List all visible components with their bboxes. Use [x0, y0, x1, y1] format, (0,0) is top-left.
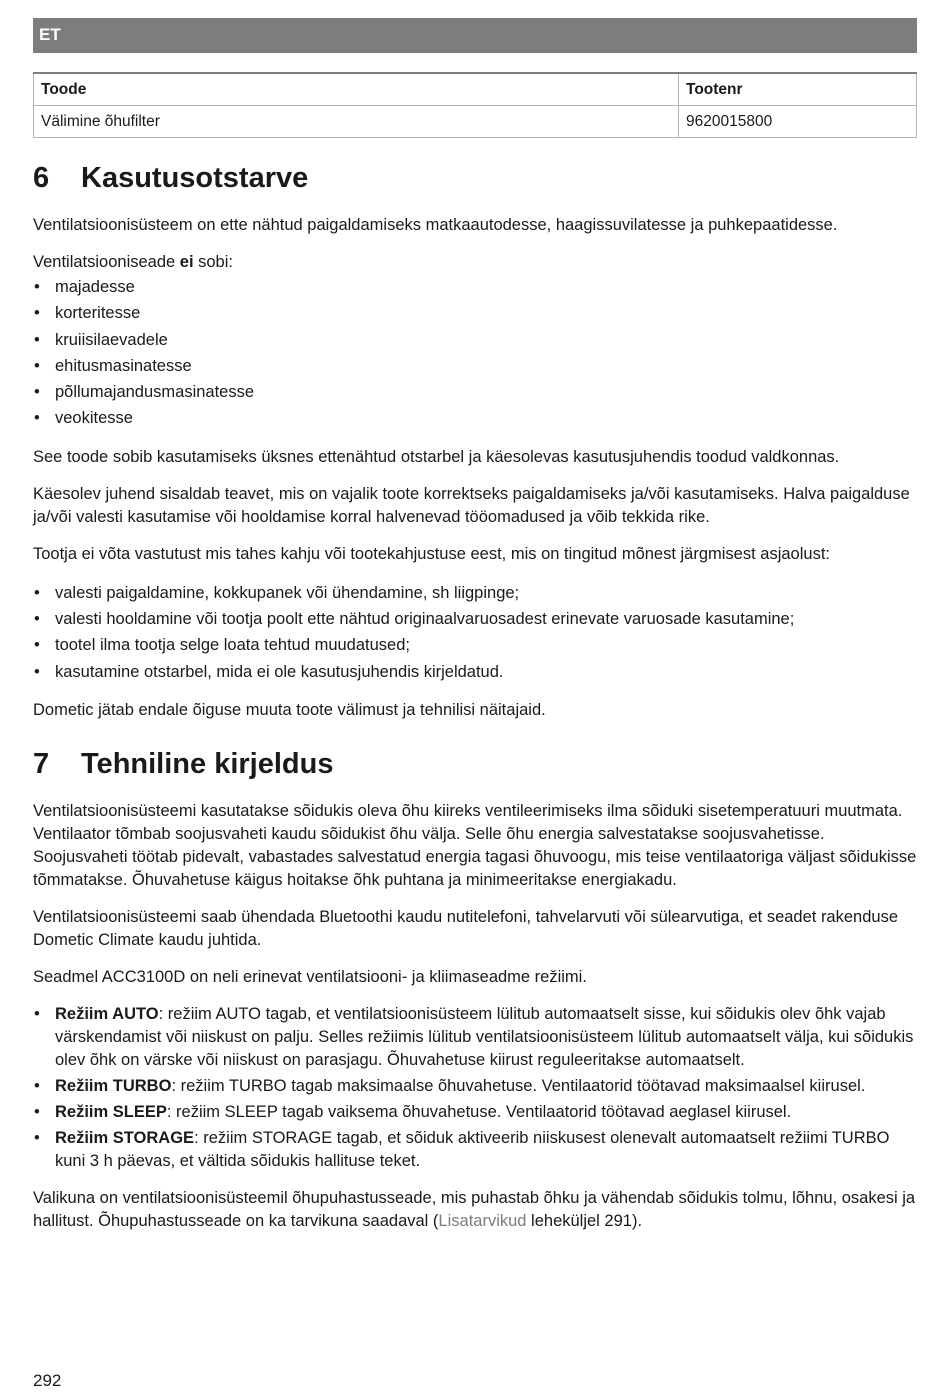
- text-run: leheküljel 291).: [526, 1211, 643, 1230]
- paragraph: Dometic jätab endale õiguse muuta toote välimust ja tehnilisi näitajaid.: [33, 700, 546, 719]
- section-title: Kasutusotstarve: [81, 162, 309, 194]
- section-title: Tehniline kirjeldus: [81, 747, 334, 780]
- paragraph: Ventilatsioonisüsteem on ette nähtud paigaldamiseks matkaautodesse, haagissuvilatesse ja puhkepaatidesse.: [33, 216, 838, 234]
- table-cell-product: Välimine õhufilter: [34, 106, 679, 138]
- mode-description: : režiim AUTO tagab, et ventilatsioonisüsteem lülitub automaatselt sisse, kui sõidukis olev õhk vajab värskendamist või niiskust on palju. Selles režiimis lülitub ventilatsioonisüsteem lülitub automaatselt välja, kui sõidukis olev õhk on värske või niiskust on parasjagu. Õhuvahetuse kiirust reguleeritakse automaatselt.: [55, 1004, 914, 1069]
- mode-name: Režiim TURBO: [55, 1076, 172, 1095]
- paragraph: Käesolev juhend sisaldab teavet, mis on vajalik toote korrektseks paigaldamiseks ja/või kasutamiseks. Halva paigalduse ja/või valesti kasutamise või hooldamise korral halvenevad tööomadused ja võib tekkida rike.: [33, 484, 910, 526]
- section-number: 7: [33, 747, 50, 780]
- table-row: [34, 106, 917, 138]
- list-item: • korteritesse: [33, 300, 923, 326]
- paragraph: [33, 1187, 923, 1233]
- mode-name: Režiim STORAGE: [55, 1128, 195, 1147]
- paragraph: [33, 251, 923, 274]
- document-body: [33, 158, 923, 1233]
- paragraph: Ventilatsioonisüsteemi kasutatakse sõidukis oleva õhu kiireks ventileerimiseks ilma sõiduki sisetemperatuuri muutmata. Ventilaator tõmbab soojusvaheti kaudu sõidukist õhu välja. Selle õhu energia salvestatakse soojusvahetisse. Soojusvaheti töötab pidevalt, vabastades salvestatud energia tagasi õhuvoogu, mis teise ventilaatoriga väljast sõidukisse tõmmatakse. Õhuvahetuse käigus hoitakse õhk puhtana ja minimeeritakse energiakadu.: [33, 801, 917, 889]
- modes-list: [33, 1003, 923, 1173]
- unsuitable-list: [33, 274, 923, 432]
- mode-description: : režiim STORAGE tagab, et sõiduk aktiveerib niiskusest olenevalt automaatselt režiimi TURBO kuni 3 h päevas, et vältida sõidukis hallituse teket.: [55, 1128, 890, 1170]
- list-item: • kruiisilaevadele: [33, 327, 923, 353]
- language-header-bar: [33, 18, 917, 53]
- list-item: • valesti paigaldamine, kokkupanek või ühendamine, sh liigpinge;: [33, 580, 923, 606]
- section-6-heading: [33, 158, 923, 198]
- column-header-product-number: Tootenr: [679, 73, 917, 106]
- list-item: • põllumajandusmasinatesse: [33, 379, 923, 405]
- list-item: • majadesse: [33, 274, 923, 300]
- table-cell-product-number: 9620015800: [679, 106, 917, 138]
- list-item: • veokitesse: [33, 405, 923, 431]
- language-code: ET: [39, 25, 61, 44]
- bold-keyword: ei: [179, 253, 194, 271]
- mode-description: : režiim SLEEP tagab vaiksema õhuvahetuse. Ventilaatorid töötavad aeglasel kiirusel.: [166, 1102, 792, 1121]
- text-run: sobi:: [193, 253, 233, 271]
- list-item: [33, 1075, 923, 1098]
- product-table: [33, 72, 917, 138]
- paragraph: Ventilatsioonisüsteemi saab ühendada Bluetoothi kaudu nutitelefoni, tahvelarvuti või sülearvutiga, et seadet rakenduse Dometic Climate kaudu juhtida.: [33, 907, 898, 949]
- paragraph: See toode sobib kasutamiseks üksnes ettenähtud otstarbel ja käesolevas kasutusjuhendis toodud valdkonnas.: [33, 447, 840, 466]
- list-item: • kasutamine otstarbel, mida ei ole kasutusjuhendis kirjeldatud.: [33, 659, 923, 685]
- paragraph: Seadmel ACC3100D on neli erinevat ventilatsiooni- ja kliimaseadme režiimi.: [33, 967, 587, 986]
- accessories-link[interactable]: Lisatarvikud: [438, 1211, 527, 1230]
- list-item: [33, 1003, 923, 1072]
- list-item: • valesti hooldamine või tootja poolt ette nähtud originaalvaruosadest erinevate varuosade kasutamine;: [33, 606, 923, 632]
- mode-name: Režiim SLEEP: [55, 1102, 167, 1121]
- mode-description: : režiim TURBO tagab maksimaalse õhuvahetuse. Ventilaatorid töötavad maksimaalsel kiirusel.: [171, 1076, 866, 1095]
- text-run: Valikuna on ventilatsioonisüsteemil õhupuhastusseade, mis puhastab õhku ja vähendab sõidukis tolmu, lõhnu, osakesi ja hallitust. Õhupuhastusseade on ka tarvikuna saadaval (: [33, 1188, 916, 1230]
- list-item: [33, 1101, 923, 1124]
- list-item: [33, 1127, 923, 1173]
- column-header-product: Toode: [34, 73, 679, 106]
- section-number: 6: [33, 162, 50, 194]
- text-run: Ventilatsiooniseade: [33, 253, 180, 271]
- liability-list: [33, 580, 923, 685]
- page-number: 292: [33, 1371, 62, 1390]
- paragraph: Tootja ei võta vastutust mis tahes kahju või tootekahjustuse eest, mis on tingitud mõnest järgmisest asjaolust:: [33, 544, 830, 563]
- table-header-row: [34, 73, 917, 106]
- mode-name: Režiim AUTO: [55, 1004, 159, 1023]
- list-item: • ehitusmasinatesse: [33, 353, 923, 379]
- section-7-heading: [33, 744, 923, 784]
- list-item: • tootel ilma tootja selge loata tehtud muudatused;: [33, 632, 923, 658]
